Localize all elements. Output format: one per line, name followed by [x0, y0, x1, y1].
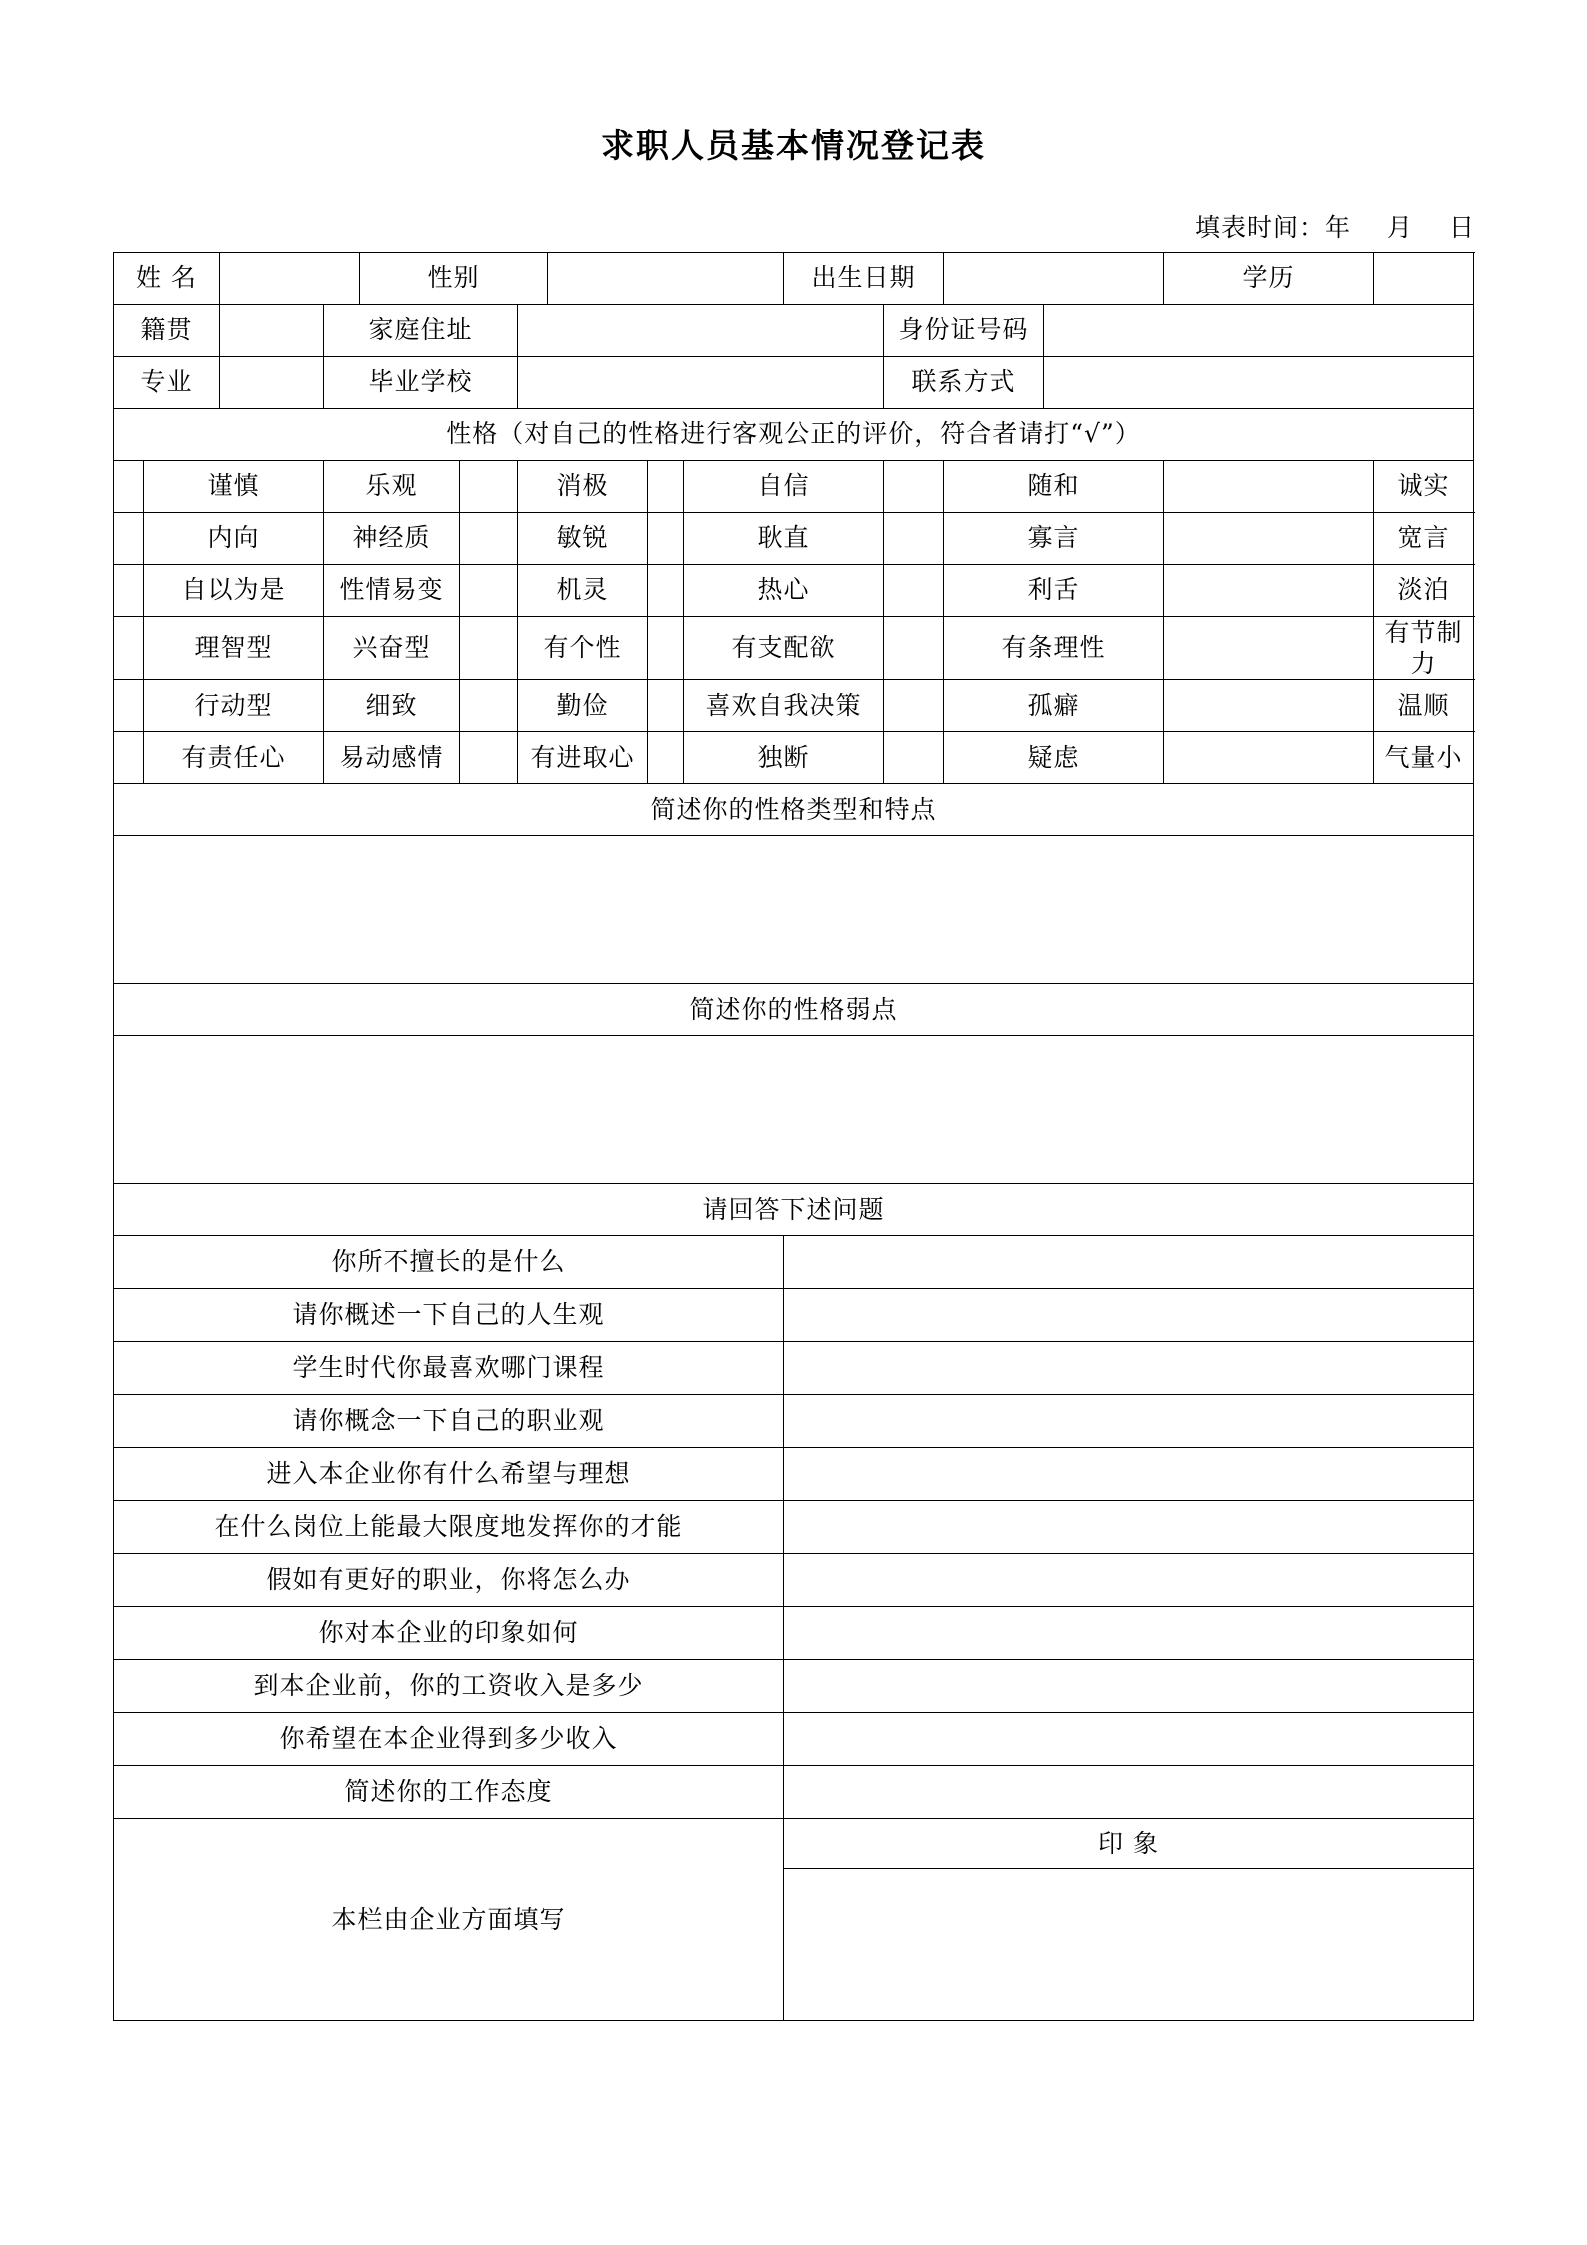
table-row-personality-6: [113, 732, 1473, 784]
question-answer-10[interactable]: [783, 1713, 1473, 1766]
table-row-personality-5: [113, 680, 1473, 732]
question-answer-6[interactable]: [783, 1501, 1473, 1554]
question-answer-5[interactable]: [783, 1448, 1473, 1501]
question-answer-3[interactable]: [783, 1342, 1473, 1395]
personality-trait-1-5: 随和: [944, 460, 1164, 512]
field-home-address[interactable]: [517, 304, 883, 356]
personality-trait-3-2: 性情易变: [323, 564, 459, 616]
personality-header: 性格（对自己的性格进行客观公正的评价，符合者请打“√”）: [113, 408, 1473, 460]
essay-type-header: 简述你的性格类型和特点: [113, 784, 1473, 836]
table-row-question-10: [113, 1713, 1473, 1766]
personality-checkbox-5-6[interactable]: [1164, 680, 1374, 732]
field-name[interactable]: [219, 252, 359, 304]
personality-trait-5-6: 温顺: [1374, 680, 1474, 732]
label-contact: 联系方式: [883, 356, 1043, 408]
table-row-question-6: [113, 1501, 1473, 1554]
question-answer-8[interactable]: [783, 1607, 1473, 1660]
personality-trait-3-1: 自以为是: [143, 564, 323, 616]
table-row-basic-3: [113, 356, 1473, 408]
field-major[interactable]: [219, 356, 323, 408]
label-gender: 性别: [359, 252, 547, 304]
personality-checkbox-3-5[interactable]: [883, 564, 943, 616]
personality-trait-1-1: 谨慎: [143, 460, 323, 512]
personality-checkbox-2-6[interactable]: [1164, 512, 1374, 564]
table-row-essay-type-header: [113, 784, 1473, 836]
field-id-number[interactable]: [1044, 304, 1474, 356]
personality-trait-5-4: 喜欢自我决策: [683, 680, 883, 732]
table-row-personality-4: [113, 616, 1473, 680]
personality-checkbox-5-4[interactable]: [647, 680, 683, 732]
personality-checkbox-6-5[interactable]: [883, 732, 943, 784]
essay-type-answer[interactable]: [113, 836, 1473, 984]
personality-checkbox-2-3[interactable]: [459, 512, 517, 564]
personality-checkbox-1-4[interactable]: [647, 460, 683, 512]
personality-checkbox-6-3[interactable]: [459, 732, 517, 784]
personality-checkbox-5-3[interactable]: [459, 680, 517, 732]
label-origin: 籍贯: [113, 304, 219, 356]
personality-trait-3-6: 淡泊: [1374, 564, 1474, 616]
personality-trait-1-6: 诚实: [1374, 460, 1474, 512]
essay-weakness-answer[interactable]: [113, 1036, 1473, 1184]
fill-date-day: 日: [1448, 212, 1475, 242]
personality-trait-4-3: 有个性: [517, 616, 647, 680]
personality-checkbox-2-5[interactable]: [883, 512, 943, 564]
personality-trait-4-1: 理智型: [143, 616, 323, 680]
personality-trait-2-4: 耿直: [683, 512, 883, 564]
personality-checkbox-4-4[interactable]: [647, 616, 683, 680]
question-answer-2[interactable]: [783, 1289, 1473, 1342]
table-row-basic-1: [113, 252, 1473, 304]
personality-trait-5-2: 细致: [323, 680, 459, 732]
table-row-personality-2: [113, 512, 1473, 564]
personality-trait-6-4: 独断: [683, 732, 883, 784]
personality-checkbox-2-1[interactable]: [113, 512, 143, 564]
personality-trait-3-5: 利舌: [944, 564, 1164, 616]
question-label-8: 你对本企业的印象如何: [113, 1607, 783, 1660]
personality-checkbox-4-3[interactable]: [459, 616, 517, 680]
personality-checkbox-6-6[interactable]: [1164, 732, 1374, 784]
table-row-basic-2: [113, 304, 1473, 356]
personality-trait-4-6: 有节制力: [1374, 616, 1474, 680]
table-row-question-1: [113, 1236, 1473, 1289]
table-row-question-3: [113, 1342, 1473, 1395]
question-label-5: 进入本企业你有什么希望与理想: [113, 1448, 783, 1501]
table-row-personality-3: [113, 564, 1473, 616]
personality-checkbox-3-1[interactable]: [113, 564, 143, 616]
table-row-company-impression-header: [113, 1819, 1473, 1869]
field-education[interactable]: [1374, 252, 1474, 304]
table-row-question-2: [113, 1289, 1473, 1342]
question-label-2: 请你概述一下自己的人生观: [113, 1289, 783, 1342]
table-row-question-9: [113, 1660, 1473, 1713]
personality-trait-4-4: 有支配欲: [683, 616, 883, 680]
personality-checkbox-6-4[interactable]: [647, 732, 683, 784]
fill-date-month: 月: [1386, 212, 1413, 242]
registration-form-table: [113, 252, 1474, 2022]
label-major: 专业: [113, 356, 219, 408]
question-answer-11[interactable]: [783, 1766, 1473, 1819]
personality-checkbox-3-6[interactable]: [1164, 564, 1374, 616]
personality-trait-5-1: 行动型: [143, 680, 323, 732]
table-row-question-7: [113, 1554, 1473, 1607]
personality-checkbox-4-6[interactable]: [1164, 616, 1374, 680]
company-section-label: 本栏由企业方面填写: [113, 1819, 783, 2021]
fill-date-year: 年: [1324, 212, 1351, 242]
personality-trait-2-1: 内向: [143, 512, 323, 564]
field-contact[interactable]: [1044, 356, 1474, 408]
questions-header: 请回答下述问题: [113, 1184, 1473, 1236]
question-label-10: 你希望在本企业得到多少收入: [113, 1713, 783, 1766]
personality-trait-5-3: 勤俭: [517, 680, 647, 732]
personality-checkbox-1-3[interactable]: [459, 460, 517, 512]
personality-trait-2-2: 神经质: [323, 512, 459, 564]
question-label-6: 在什么岗位上能最大限度地发挥你的才能: [113, 1501, 783, 1554]
personality-checkbox-3-3[interactable]: [459, 564, 517, 616]
table-row-essay-type-body: [113, 836, 1473, 984]
label-birth-date: 出生日期: [783, 252, 943, 304]
table-row-questions-header: [113, 1184, 1473, 1236]
page-title: 求职人员基本情况登记表: [601, 126, 986, 165]
personality-trait-6-1: 有责任心: [143, 732, 323, 784]
label-education: 学历: [1164, 252, 1374, 304]
question-answer-9[interactable]: [783, 1660, 1473, 1713]
question-answer-4[interactable]: [783, 1395, 1473, 1448]
fill-date-line: [0, 208, 1587, 244]
personality-trait-6-2: 易动感情: [323, 732, 459, 784]
personality-trait-6-3: 有进取心: [517, 732, 647, 784]
personality-trait-1-3: 消极: [517, 460, 647, 512]
personality-checkbox-5-1[interactable]: [113, 680, 143, 732]
table-row-essay-weakness-header: [113, 984, 1473, 1036]
table-row-personality-1: [113, 460, 1473, 512]
label-id-number: 身份证号码: [883, 304, 1043, 356]
essay-weakness-header: 简述你的性格弱点: [113, 984, 1473, 1036]
personality-trait-4-2: 兴奋型: [323, 616, 459, 680]
personality-trait-3-4: 热心: [683, 564, 883, 616]
personality-trait-1-2: 乐观: [323, 460, 459, 512]
impression-header: 印 象: [783, 1819, 1473, 1869]
fill-date-label: 填表时间：: [1194, 212, 1325, 242]
personality-trait-1-4: 自信: [683, 460, 883, 512]
personality-checkbox-3-4[interactable]: [647, 564, 683, 616]
field-school[interactable]: [517, 356, 883, 408]
personality-checkbox-4-5[interactable]: [883, 616, 943, 680]
personality-checkbox-1-6[interactable]: [1164, 460, 1374, 512]
personality-trait-2-3: 敏锐: [517, 512, 647, 564]
label-name: 姓 名: [113, 252, 219, 304]
question-label-4: 请你概念一下自己的职业观: [113, 1395, 783, 1448]
table-row-essay-weakness-body: [113, 1036, 1473, 1184]
question-label-9: 到本企业前，你的工资收入是多少: [113, 1660, 783, 1713]
label-home-address: 家庭住址: [323, 304, 517, 356]
personality-checkbox-1-5[interactable]: [883, 460, 943, 512]
personality-trait-4-5: 有条理性: [944, 616, 1164, 680]
field-gender[interactable]: [547, 252, 783, 304]
personality-trait-6-5: 疑虑: [944, 732, 1164, 784]
question-label-3: 学生时代你最喜欢哪门课程: [113, 1342, 783, 1395]
impression-body[interactable]: [783, 1869, 1473, 2021]
personality-checkbox-5-5[interactable]: [883, 680, 943, 732]
field-birth-date[interactable]: [944, 252, 1164, 304]
question-answer-7[interactable]: [783, 1554, 1473, 1607]
question-label-1: 你所不擅长的是什么: [113, 1236, 783, 1289]
personality-checkbox-6-1[interactable]: [113, 732, 143, 784]
personality-trait-6-6: 气量小: [1374, 732, 1474, 784]
personality-checkbox-2-4[interactable]: [647, 512, 683, 564]
field-origin[interactable]: [219, 304, 323, 356]
question-label-11: 简述你的工作态度: [113, 1766, 783, 1819]
table-row-question-11: [113, 1766, 1473, 1819]
personality-trait-2-5: 寡言: [944, 512, 1164, 564]
table-row-question-8: [113, 1607, 1473, 1660]
question-answer-1[interactable]: [783, 1236, 1473, 1289]
personality-checkbox-4-1[interactable]: [113, 616, 143, 680]
question-label-7: 假如有更好的职业，你将怎么办: [113, 1554, 783, 1607]
table-row-question-5: [113, 1448, 1473, 1501]
personality-checkbox-1-1[interactable]: [113, 460, 143, 512]
table-row-personality-header: [113, 408, 1473, 460]
personality-trait-5-5: 孤癖: [944, 680, 1164, 732]
table-row-question-4: [113, 1395, 1473, 1448]
date-spacer-2: [1413, 208, 1449, 244]
personality-trait-2-6: 宽言: [1374, 512, 1474, 564]
personality-trait-3-3: 机灵: [517, 564, 647, 616]
date-spacer-1: [1351, 208, 1387, 244]
label-school: 毕业学校: [323, 356, 517, 408]
